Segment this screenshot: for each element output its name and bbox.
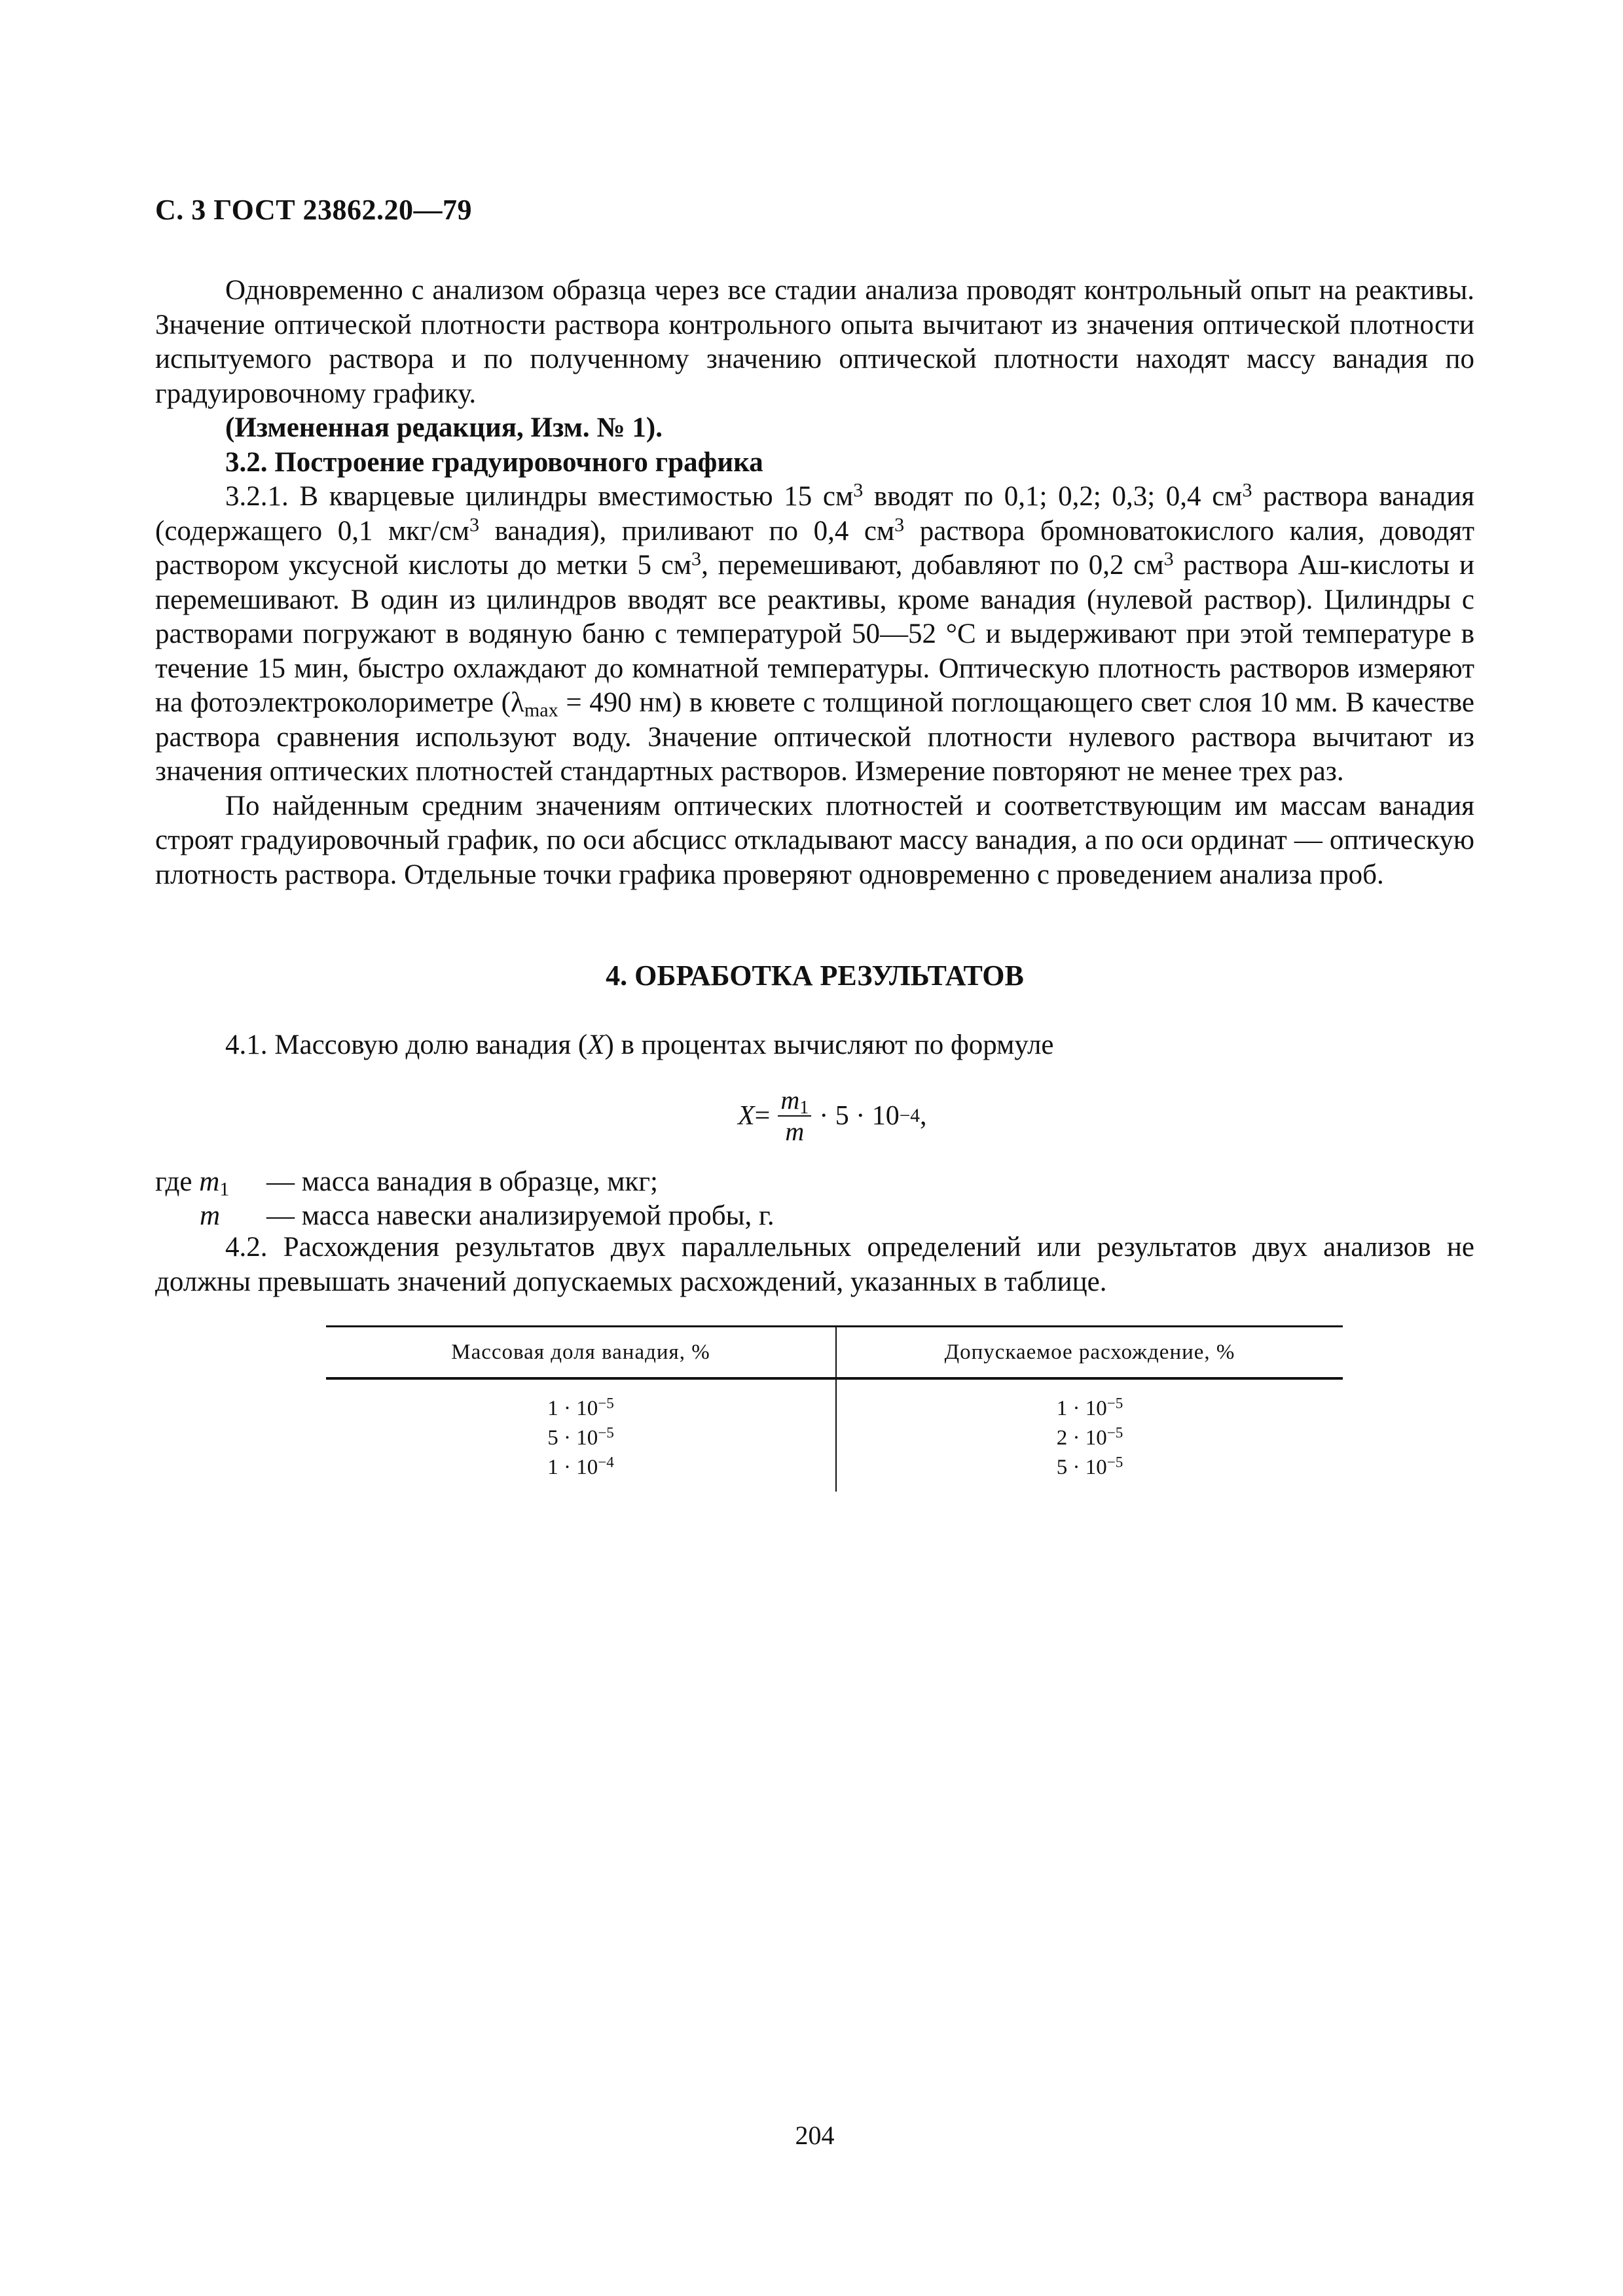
tolerance-table (326, 1325, 1343, 1492)
paragraph-4-1: 4.1. Массовую долю ванадия (X) в процентах вычисляют по формуле (225, 1030, 1054, 1060)
table-cell: $5 \cdot 10^{-5}$ (547, 1424, 614, 1450)
table-header-tolerance: Допускаемое расхождение, % (836, 1327, 1343, 1378)
page-number: 204 (795, 2121, 835, 2150)
table-cell: $1 \cdot 10^{-5}$ (1056, 1394, 1123, 1420)
paragraph-3-2-1: 3.2.1. В кварцевые цилиндры вместимостью 15 $см^3$ вводят по 0,1; 0,2; 0,3; 0,4 $см^3$ раствора ванадия (содержащего 0,1 мкг/$см^3$ ванадия), приливают по 0,4 $см^3$ раствора бромноватокислого калия, доводят раствором уксусной кислоты до метки 5 $см^3$, перемешивают, добавляют по 0,2 $см^3$ раствора Аш-кислоты и перемешивают. В один из цилиндров вводят все реактивы, кроме ванадия (нулевой раствор). Цилиндры с растворами погружают в водяную баню с температурой 50—52 °С и выдерживают при этой температуре в течение 15 мин, быстро охлаждают до комнатной температуры. Оптическую плотность растворов измеряют на фотоэлектроколориметре ($\lambda_{max} = 490$ нм) в кювете с толщиной поглощающего свет слоя 10 мм. В качестве раствора сравнения используют воду. Значение оптической плотности нулевого раствора вычитают из значения оптических плотностей стандартных растворов. Измерение повторяют не менее трех раз. (155, 478, 1475, 787)
formula-denominator: m (785, 1117, 805, 1146)
document-page (155, 0, 1474, 2296)
table-cell: $1 \cdot 10^{-4}$ (547, 1453, 614, 1479)
formula-factor: · 5 · 10 (819, 1101, 900, 1131)
section-4-title: 4. ОБРАБОТКА РЕЗУЛЬТАТОВ (606, 960, 1024, 992)
page-header: С. 3 ГОСТ 23862.20—79 (155, 194, 473, 226)
formula: X = $\frac{m_1}{m}$ · 5 · 10 −4 , (738, 1085, 927, 1146)
paragraph-graph: По найденным средним значениям оптических плотностей и соответствующим им массам ванадия строят градуировочный график, по оси абсцисс откладывают массу ванадия, а по оси ординат — оптическую плотность раствора. Отдельные точки графика проверяют одновременно с проведением анализа проб. (155, 790, 1474, 890)
formula-fraction (778, 1085, 811, 1147)
legend-row-m: m — масса навески анализируемой пробы, г. (200, 1200, 775, 1231)
revision-note: (Измененная редакция, Изм. № 1). (225, 412, 663, 443)
table-cell: $1 \cdot 10^{-5}$ (547, 1394, 614, 1420)
subsection-title: 3.2. Построение градуировочного графика (225, 446, 763, 478)
legend-row-m1: где $m_1$ — масса ванадия в образце, мкг; (155, 1166, 658, 1200)
table-column-tolerance (836, 1379, 1343, 1492)
table-cell: $5 \cdot 10^{-5}$ (1056, 1453, 1123, 1479)
intro-paragraph: Одновременно с анализом образца через все стадии анализа проводят контрольный опыт на реактивы. Значение оптической плотности раствора контрольного опыта вычитают из значения оптической плотности испытуемого раствора и по полученному значению оптической плотности находят массу ванадия по градуировочному графику. (155, 275, 1474, 409)
formula-equals: = (754, 1101, 771, 1131)
formula-lhs: X (738, 1101, 755, 1131)
table-column-mass-fraction (326, 1379, 836, 1492)
table-cell: $2 \cdot 10^{-5}$ (1056, 1424, 1123, 1450)
paragraph-4-2: 4.2. Расхождения результатов двух параллельных определений или результатов двух анализов не должны превышать значений допускаемых расхождений, указанных в таблице. (155, 1232, 1474, 1297)
formula-legend (155, 1165, 775, 1233)
section-3-text (155, 274, 1474, 892)
formula-numerator: $m_1$ (778, 1085, 811, 1117)
table-header-mass-fraction: Массовая доля ванадия, % (326, 1327, 836, 1378)
